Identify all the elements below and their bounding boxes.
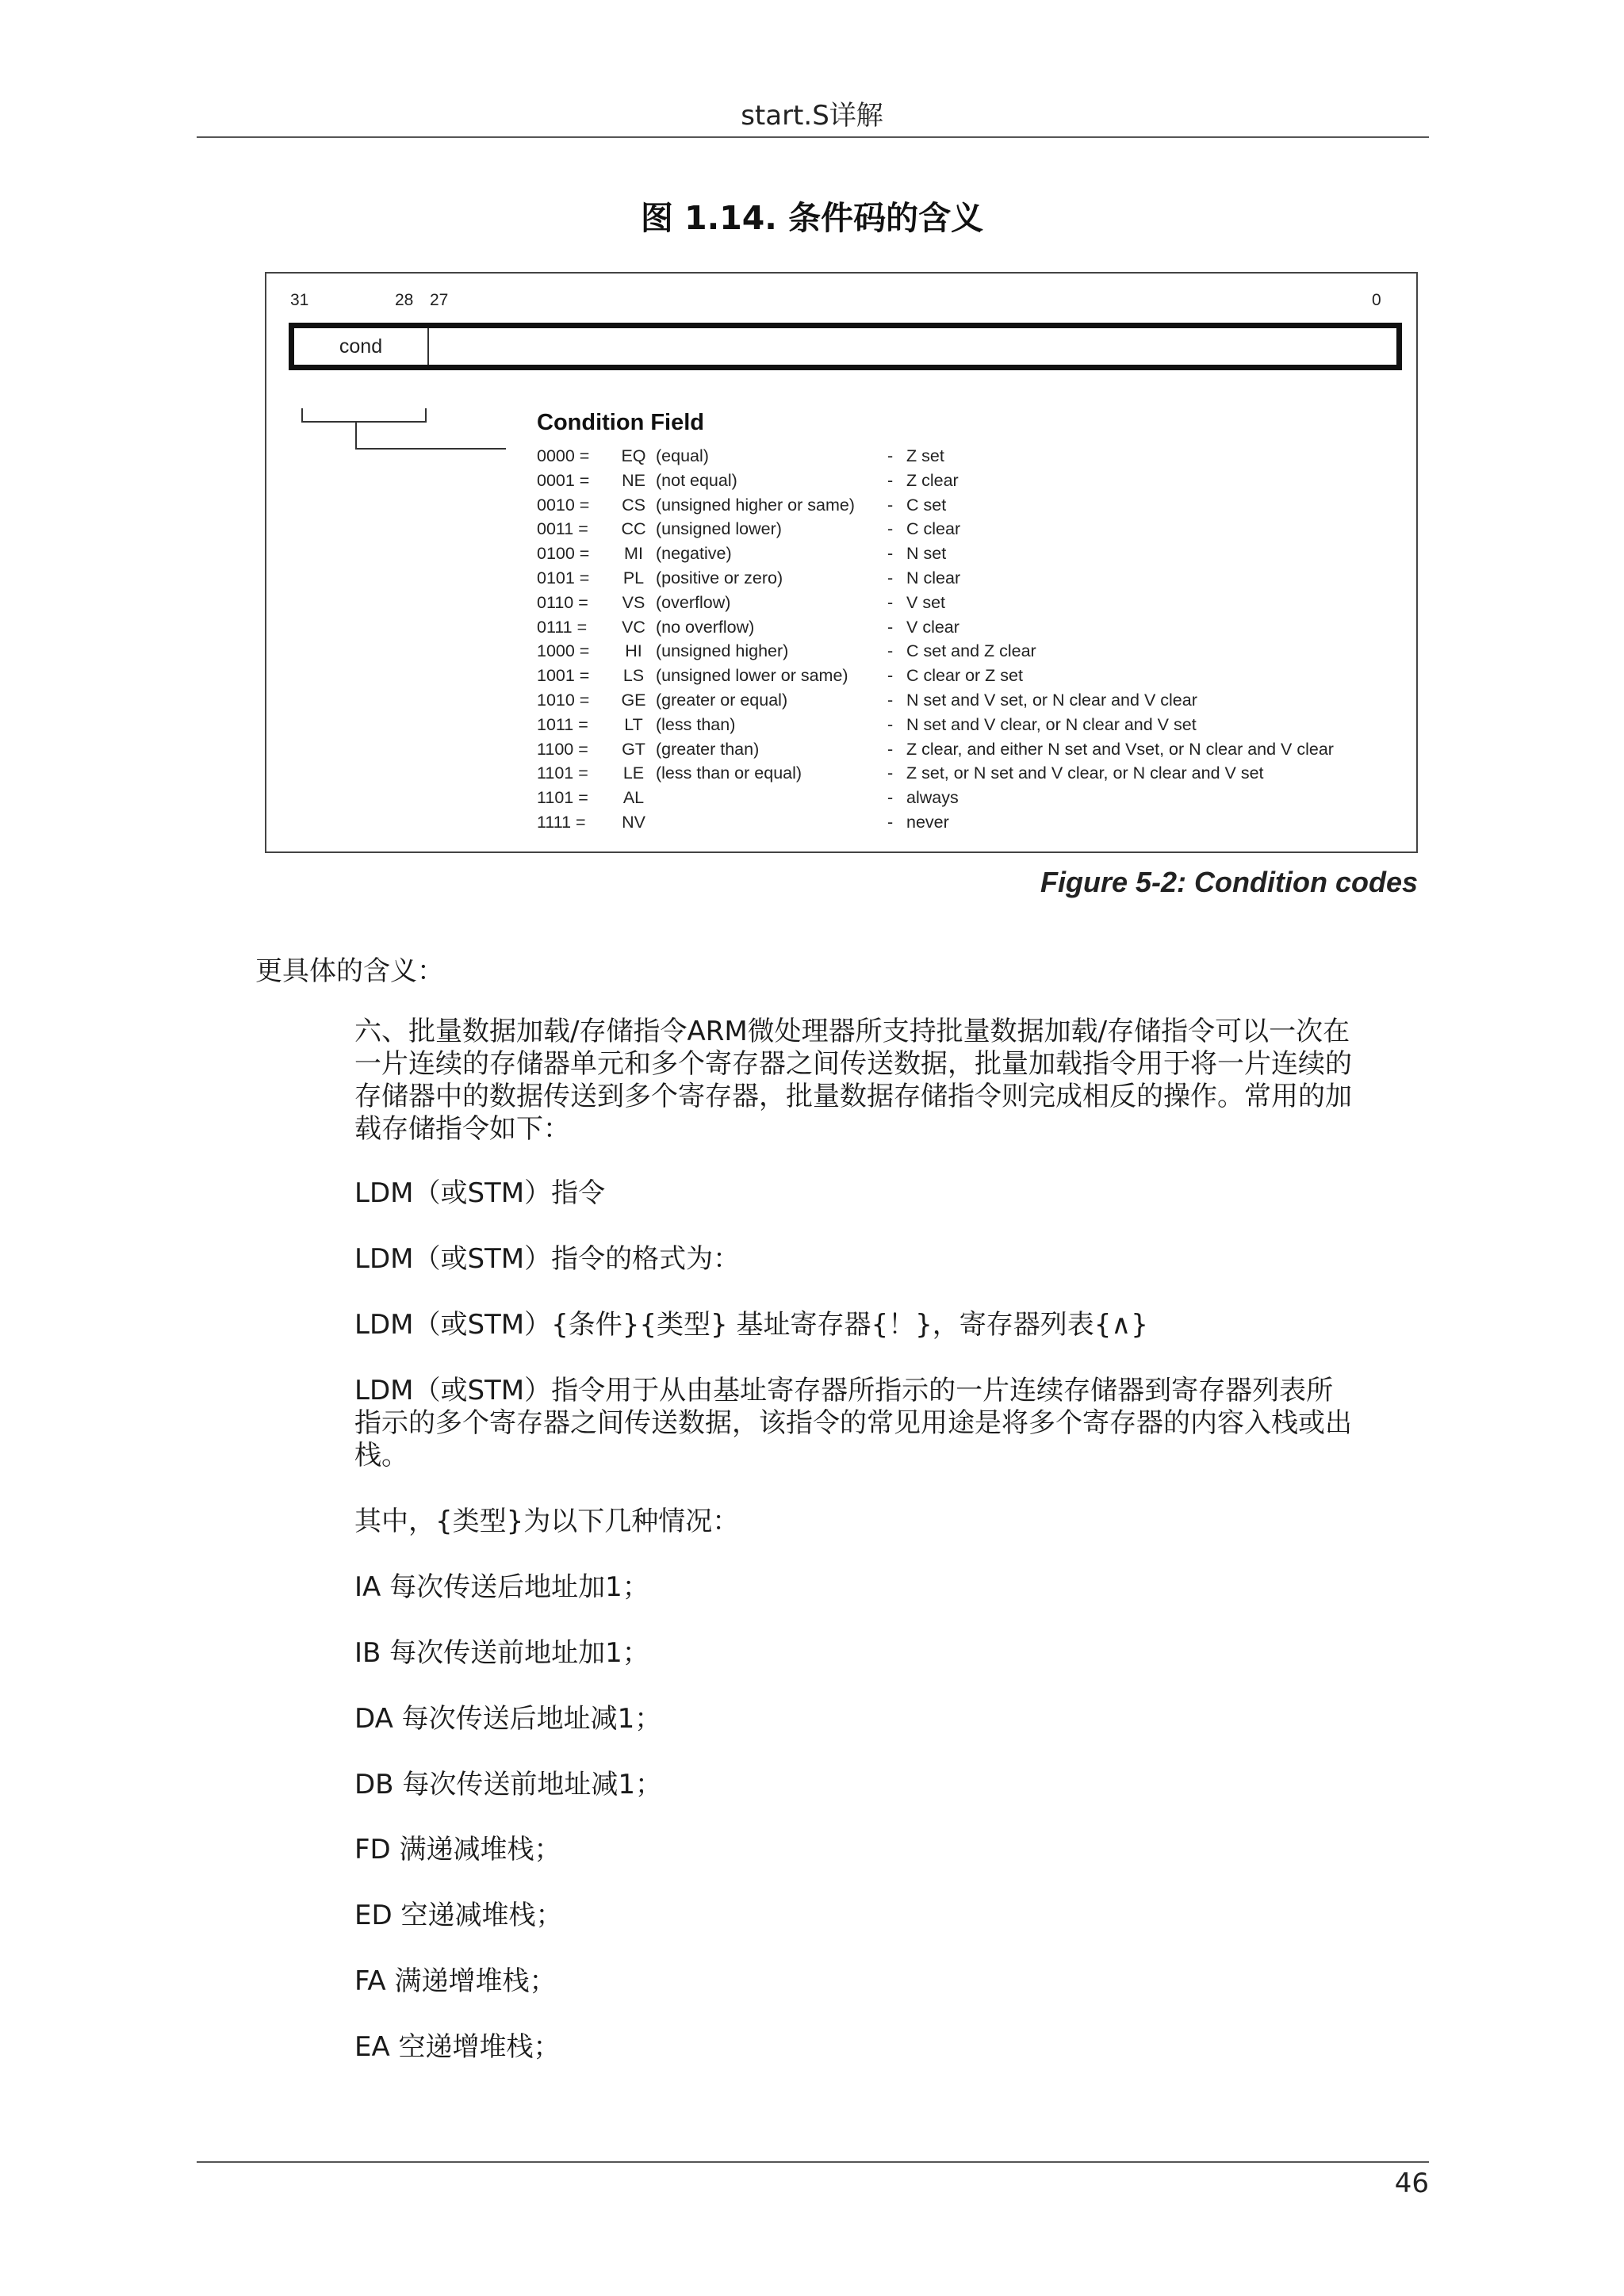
condition-mnemonic: CC: [621, 519, 646, 539]
condition-dash: -: [887, 568, 894, 587]
condition-code: 0110 =: [537, 592, 588, 612]
condition-description: (unsigned higher): [656, 641, 789, 661]
condition-code: 1011 =: [537, 714, 588, 734]
condition-flags: N set and V clear, or N clear and V set: [906, 714, 1197, 734]
body-paragraph: FA 满递增堆栈；: [354, 1965, 557, 1997]
condition-mnemonic: LS: [622, 666, 645, 686]
body-paragraph: LDM（或STM）指令用于从由基址寄存器所指示的一片连续存储器到寄存器列表所指示的多个寄存器之间传送数据，该指令的常见用途是将多个寄存器的内容入栈或出栈。: [354, 1375, 1352, 1471]
condition-code: 0111 =: [537, 617, 588, 637]
condition-code: 1010 =: [537, 690, 590, 710]
body-paragraph: DA 每次传送后地址减1；: [354, 1703, 662, 1735]
condition-flags: N set: [906, 544, 947, 564]
condition-mnemonic: CS: [622, 495, 645, 515]
condition-code-figure: [265, 272, 1418, 853]
condition-dash: -: [887, 666, 894, 686]
condition-field-title: Condition Field: [537, 410, 705, 435]
condition-mnemonic: VC: [622, 617, 645, 637]
condition-flags: V set: [906, 592, 945, 612]
condition-description: (overflow): [656, 592, 731, 612]
cond-field: cond: [339, 335, 383, 358]
body-paragraph: EA 空递增堆栈；: [354, 2031, 561, 2063]
figure-caption: 图 1.14. 条件码的含义: [640, 199, 984, 237]
condition-mnemonic: LE: [622, 763, 645, 783]
body-paragraph: IB 每次传送前地址加1；: [354, 1637, 649, 1669]
condition-mnemonic: EQ: [621, 446, 646, 465]
condition-mnemonic: NE: [622, 470, 645, 490]
condition-code: 1111 =: [537, 812, 586, 832]
body-paragraph: 六、批量数据加载/存储指令ARM微处理器所支持批量数据加载/存储指令可以一次在一片连续的存储器单元和多个寄存器之间传送数据，批量加载指令用于将一片连续的存储器中的数据传送到多个寄存器，批量数据存储指令则完成相反的操作。常用的加载存储指令如下：: [354, 1016, 1352, 1145]
condition-dash: -: [887, 446, 894, 465]
condition-flags: Z set: [906, 446, 944, 465]
bit-label-27: 27: [430, 291, 449, 309]
figure-label: Figure 5-2: Condition codes: [1040, 866, 1418, 898]
condition-flags: C clear or Z set: [906, 666, 1023, 686]
condition-code: 0011 =: [537, 519, 588, 539]
body-paragraph: IA 每次传送后地址加1；: [354, 1571, 649, 1603]
condition-dash: -: [887, 788, 894, 808]
condition-flags: Z clear, and either N set and Vset, or N clear and V clear: [906, 739, 1334, 759]
condition-code: 1101 =: [537, 763, 588, 783]
field-divider: [427, 328, 429, 365]
body-paragraph: DB 每次传送前地址减1；: [354, 1769, 662, 1800]
condition-code: 1001 =: [537, 666, 590, 686]
condition-flags: N set and V set, or N clear and V clear: [906, 690, 1197, 710]
condition-description: (greater than): [656, 739, 760, 759]
condition-description: (not equal): [656, 470, 737, 490]
condition-mnemonic: NV: [622, 812, 645, 832]
condition-mnemonic: GT: [622, 739, 645, 759]
condition-code: 0100 =: [537, 544, 590, 564]
condition-code: 0101 =: [537, 568, 590, 587]
instruction-register-box: [289, 323, 1402, 370]
body-paragraph: FD 满递减堆栈；: [354, 1834, 561, 1866]
condition-dash: -: [887, 592, 894, 612]
condition-flags: never: [906, 812, 949, 832]
condition-flags: always: [906, 788, 959, 808]
condition-mnemonic: VS: [622, 592, 645, 612]
condition-code: 0001 =: [537, 470, 590, 490]
body-paragraph: LDM（或STM）{条件}{类型} 基址寄存器{！}，寄存器列表{∧}: [354, 1309, 1148, 1341]
condition-code: 1101 =: [537, 788, 588, 808]
condition-mnemonic: AL: [622, 788, 645, 808]
condition-code: 0000 =: [537, 446, 590, 465]
header-rule: [197, 136, 1429, 138]
condition-mnemonic: LT: [624, 714, 643, 734]
condition-mnemonic: MI: [624, 544, 643, 564]
condition-code: 1100 =: [537, 739, 588, 759]
condition-dash: -: [887, 739, 894, 759]
condition-description: (unsigned lower): [656, 519, 782, 539]
condition-dash: -: [887, 690, 894, 710]
condition-flags: C set: [906, 495, 947, 515]
condition-dash: -: [887, 617, 894, 637]
page-number: 46: [1394, 2168, 1429, 2199]
condition-dash: -: [887, 714, 894, 734]
condition-mnemonic: PL: [622, 568, 645, 587]
condition-dash: -: [887, 812, 894, 832]
condition-dash: -: [887, 495, 894, 515]
bit-label-0: 0: [1372, 291, 1381, 309]
condition-flags: N clear: [906, 568, 961, 587]
condition-code: 1000 =: [537, 641, 590, 661]
condition-description: (positive or zero): [656, 568, 783, 587]
condition-description: (greater or equal): [656, 690, 788, 710]
bit-label-28: 28: [395, 291, 414, 309]
body-paragraph: LDM（或STM）指令: [354, 1177, 606, 1209]
condition-flags: C set and Z clear: [906, 641, 1036, 661]
condition-code: 0010 =: [537, 495, 590, 515]
condition-description: (no overflow): [656, 617, 755, 637]
body-paragraph: 其中，{类型}为以下几种情况：: [354, 1506, 740, 1537]
condition-mnemonic: HI: [625, 641, 642, 661]
body-paragraph: ED 空递减堆栈；: [354, 1900, 563, 1931]
condition-mnemonic: GE: [621, 690, 646, 710]
condition-flags: Z clear: [906, 470, 959, 490]
condition-description: (negative): [656, 544, 732, 564]
condition-description: (less than or equal): [656, 763, 802, 783]
intro-text: 更具体的含义：: [255, 955, 444, 987]
condition-dash: -: [887, 763, 894, 783]
condition-dash: -: [887, 519, 894, 539]
condition-dash: -: [887, 641, 894, 661]
condition-flags: Z set, or N set and V clear, or N clear and V set: [906, 763, 1264, 783]
condition-flags: C clear: [906, 519, 961, 539]
condition-description: (less than): [656, 714, 736, 734]
condition-flags: V clear: [906, 617, 959, 637]
condition-dash: -: [887, 544, 894, 564]
condition-description: (unsigned higher or same): [656, 495, 855, 515]
body-paragraph: LDM（或STM）指令的格式为：: [354, 1243, 741, 1275]
bit-label-31: 31: [290, 291, 309, 309]
condition-description: (equal): [656, 446, 709, 465]
running-header-title: start.S详解: [741, 100, 883, 132]
condition-dash: -: [887, 470, 894, 490]
condition-description: (unsigned lower or same): [656, 666, 848, 686]
leader-line: [355, 421, 506, 450]
